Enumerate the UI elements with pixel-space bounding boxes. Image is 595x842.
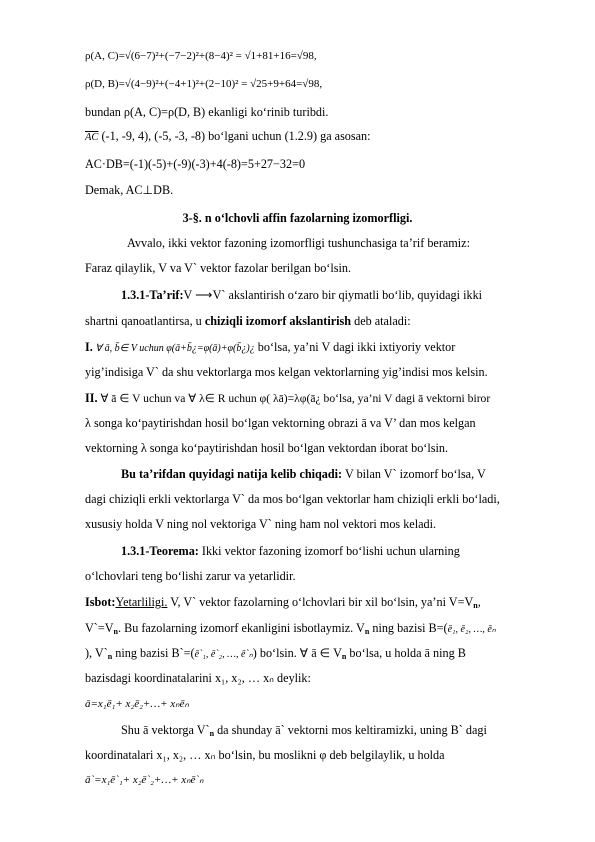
def-post: deb ataladi: xyxy=(351,314,411,328)
vectors-text: (-1, -9, 4), (-5, -3, -8) bo‘lgani uchun (1.2.9) ga asosan: xyxy=(98,129,371,143)
proof-line: Isbot:Yetarliligi. V, V` vektor fazolarning o‘lchovlari bir xil bo‘lsin, ya’ni $V=V_n$, xyxy=(85,595,481,610)
theorem-line xyxy=(121,543,585,559)
result-label: Bu ta’rifdan quyidagi natija kelib chiqadi: xyxy=(121,467,343,481)
proof-l3-d: bo‘lsa, u holda ā ning B xyxy=(346,646,466,660)
result-line xyxy=(121,466,585,482)
proof-l6-a: Shu ā vektorga V` xyxy=(121,723,210,737)
condition-2-label: II. xyxy=(85,391,98,405)
definition-text: V ⟶V` akslantirish o‘zaro bir qiymatli bo‘lib, quyidagi ikki xyxy=(183,288,483,302)
condition-2-line-3: vektorning λ songa ko‘paytirishdan hosil bo‘lgan vektordan iborat bo‘lsin. xyxy=(85,441,449,455)
subscript-n: n xyxy=(341,652,347,661)
proof-l3-a: ), V` xyxy=(85,646,108,660)
vector-ac-label: $\overline{AC}$ xyxy=(85,132,99,143)
proof-l3-c: ) bo‘lsin. ∀ ā ∈ V xyxy=(252,646,342,660)
condition-2-line xyxy=(85,390,585,407)
def-bold-term: chiziqli izomorf akslantirish xyxy=(204,314,352,328)
intro-paragraph: Avvalo, ikki vektor fazoning izomorfligi tushunchasiga ta’rif beramiz: xyxy=(127,236,470,250)
definition-line-2 xyxy=(85,313,585,329)
def-pre: shartni qanoatlantirsa, u xyxy=(85,314,205,328)
proof-line-8: ā`=x₁ē`₁+ x₂ē`₂+…+ xₙē`ₙ xyxy=(85,774,204,786)
section-title: 3-§. n o‘lchovli affin fazolarning izomorfligi. xyxy=(182,211,413,225)
proof-l2-c: ning bazisi B=( xyxy=(369,621,448,635)
conclusion-line: bundan ρ(A, C)=ρ(D, B) ekanligi ko‘rinib turibdi. xyxy=(85,105,329,119)
condition-1-text: bo‘lsa, ya’ni V dagi ikki ixtiyoriy vektor xyxy=(254,340,456,354)
vectors-line xyxy=(85,128,585,146)
definition-label: 1.3.1-Ta’rif: xyxy=(121,288,184,302)
result-line-2: dagi chiziqli erkli vektorlarga V` da mos bo‘lgan vektorlar ham chiziqli erkli bo‘ladi, xyxy=(85,492,500,506)
proof-l3-b: ning bazisi B`=( xyxy=(112,646,195,660)
proof-line-2 xyxy=(85,620,585,640)
subscript-n: n xyxy=(107,652,113,661)
subscript-n: n xyxy=(473,601,478,610)
dot-product-line: AC·DB=(-1)(-5)+(-9)(-3)+4(-8)=5+27−32=0 xyxy=(85,157,306,171)
subscript-n: n xyxy=(364,627,370,636)
proof-line-7: koordinatalari x₁, x₂, … xₙ bo‘lsin, bu moslikni φ deb belgilaylik, u holda xyxy=(85,748,445,762)
proof-line-4: bazisdagi koordinatalarini x₁, x₂, … xₙ deylik: xyxy=(85,671,311,685)
theorem-line-2: o‘lchovlari teng bo‘lishi zarur va yetarlidir. xyxy=(85,569,296,583)
result-text: V bilan V` izomorf bo‘lsa, V xyxy=(342,467,486,481)
demak-line: Demak, AC⊥DB. xyxy=(85,183,174,197)
proof-l2-b: . Bu fazolarning izomorf ekanligini isbotlaymiz. V xyxy=(118,621,365,635)
definition-line xyxy=(121,287,585,303)
theorem-label: 1.3.1-Teorema: xyxy=(121,544,199,558)
proof-label: Isbot: xyxy=(85,595,116,609)
faraz-line: Faraz qilaylik, V va V` vektor fazolar berilgan bo‘lsin. xyxy=(85,261,352,275)
distance-ac-line: ρ(A, C)=√(6−7)²+(−7−2)²+(8−4)² = √1+81+16=√98, xyxy=(85,50,317,62)
result-line-3: xususiy holda V ning nol vektoriga V` ning ham nol vektori mos keladi. xyxy=(85,517,437,531)
condition-1-line xyxy=(85,339,585,357)
proof-line-6 xyxy=(121,722,585,742)
proof-l6-b: da shunday ā` vektorni mos keltiramizki, uning B` dagi xyxy=(214,723,487,737)
condition-1-line-2: yig’indisiga V` da shu vektorlarga mos kelgan vektorlarning yig’indisi mos kelsin. xyxy=(85,365,488,379)
condition-2-line-2: λ songa ko‘paytirishdan hosil bo‘lgan vektorning obrazi ā va V’ dan mos kelgan xyxy=(85,416,476,430)
condition-1-formula: ∀ ā, b̄∈ V uchun φ(ā+b̄¿=φ(ā)+φ(b̄¿)¿ xyxy=(92,343,255,354)
proof-line-3 xyxy=(85,645,585,665)
basis-b-prime: ē`₁, ē`₂, …, ē`ₙ xyxy=(194,649,253,660)
proof-line-5: ā=x₁ē₁+ x₂ē₂+…+ xₙēₙ xyxy=(85,698,189,710)
subscript-n: n xyxy=(209,729,215,738)
proof-l2-a: V`=V xyxy=(85,621,114,635)
subscript-n: n xyxy=(113,627,118,636)
proof-underlined: Yetarliligi. xyxy=(115,595,168,609)
condition-2-text: ∀ ā ∈ V uchun va ∀ λ∈ R uchun φ( λā)=λφ(ā¿ bo‘lsa, ya’ni V dagi ā vektorni biror xyxy=(97,392,491,405)
condition-1-label: I. xyxy=(85,340,93,354)
distance-db-line: ρ(D, B)=√(4−9)²+(−4+1)²+(2−10)² = √25+9+64=√98, xyxy=(85,78,323,90)
proof-text: V, V` vektor fazolarning o‘lchovlari bir xil bo‘lsin, ya’ni V=V xyxy=(167,595,474,609)
basis-b: ē₁, ē₂, …, ēₙ xyxy=(447,624,496,635)
theorem-text: Ikki vektor fazoning izomorf bo‘lishi uchun ularning xyxy=(198,544,460,558)
